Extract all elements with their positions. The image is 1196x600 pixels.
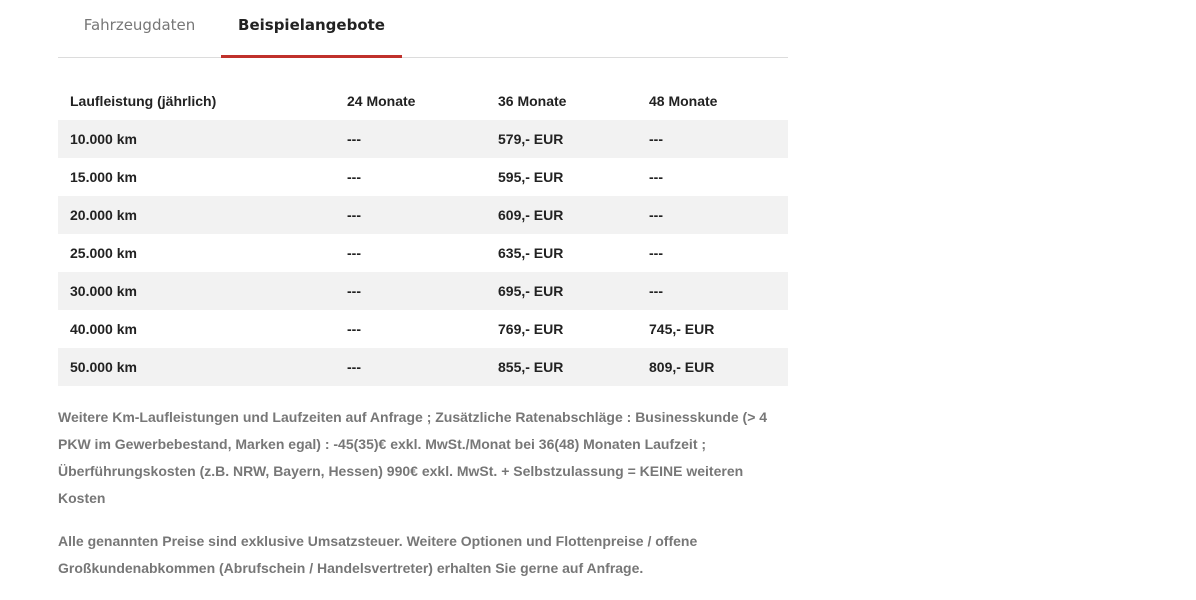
- table-row: [58, 234, 788, 272]
- header-36-months: 36 Monate: [498, 93, 567, 109]
- header-48-months: 48 Monate: [649, 93, 718, 109]
- cell-24-months: ---: [347, 131, 361, 147]
- cell-mileage: 10.000 km: [70, 131, 137, 147]
- cell-36-months: 595,- EUR: [498, 169, 564, 185]
- table-row: [58, 272, 788, 310]
- cell-48-months: ---: [649, 131, 663, 147]
- cell-mileage: 25.000 km: [70, 245, 137, 261]
- cell-36-months: 609,- EUR: [498, 207, 564, 223]
- cell-mileage: 30.000 km: [70, 283, 137, 299]
- cell-48-months: ---: [649, 169, 663, 185]
- cell-24-months: ---: [347, 207, 361, 223]
- cell-36-months: 855,- EUR: [498, 359, 564, 375]
- cell-48-months: ---: [649, 207, 663, 223]
- table-row: [58, 196, 788, 234]
- cell-36-months: 579,- EUR: [498, 131, 564, 147]
- cell-24-months: ---: [347, 245, 361, 261]
- offers-panel: [58, 0, 788, 598]
- cell-36-months: 695,- EUR: [498, 283, 564, 299]
- cell-48-months: 745,- EUR: [649, 321, 715, 337]
- cell-mileage: 20.000 km: [70, 207, 137, 223]
- cell-24-months: ---: [347, 169, 361, 185]
- note-additional-terms: Weitere Km-Laufleistungen und Laufzeiten auf Anfrage ; Zusätzliche Ratenabschläge : Businesskunde (> 4 PKW im Gewerbebestand, Marken egal) : -45(35)€ exkl. MwSt./Monat bei 36(48) Monaten Laufzeit ; Überführungskosten (z.B. NRW, Bayern, Hessen) 990€ exkl. MwSt. + Selbstzulassung = KEINE weiteren Kosten: [58, 409, 768, 506]
- table-row: [58, 120, 788, 158]
- cell-24-months: ---: [347, 283, 361, 299]
- cell-36-months: 635,- EUR: [498, 245, 564, 261]
- cell-mileage: 15.000 km: [70, 169, 137, 185]
- cell-48-months: 809,- EUR: [649, 359, 715, 375]
- tab-beispielangebote[interactable]: Beispielangebote: [221, 0, 402, 58]
- cell-24-months: ---: [347, 321, 361, 337]
- tab-bar: [58, 0, 788, 58]
- table-row: [58, 310, 788, 348]
- table-row: [58, 158, 788, 196]
- cell-24-months: ---: [347, 359, 361, 375]
- cell-mileage: 50.000 km: [70, 359, 137, 375]
- header-24-months: 24 Monate: [347, 93, 416, 109]
- header-mileage: Laufleistung (jährlich): [70, 93, 217, 109]
- cell-36-months: 769,- EUR: [498, 321, 564, 337]
- cell-48-months: ---: [649, 245, 663, 261]
- offers-table: [58, 82, 788, 386]
- note-tax-info: Alle genannten Preise sind exklusive Umsatzsteuer. Weitere Optionen und Flottenpreise / offene Großkundenabkommen (Abrufschein / Handelsvertreter) erhalten Sie gerne auf Anfrage.: [58, 533, 698, 576]
- cell-48-months: ---: [649, 283, 663, 299]
- cell-mileage: 40.000 km: [70, 321, 137, 337]
- tab-fahrzeugdaten[interactable]: Fahrzeugdaten: [83, 16, 196, 34]
- offer-notes: [58, 404, 788, 582]
- table-row: [58, 348, 788, 386]
- table-header-row: [58, 82, 788, 120]
